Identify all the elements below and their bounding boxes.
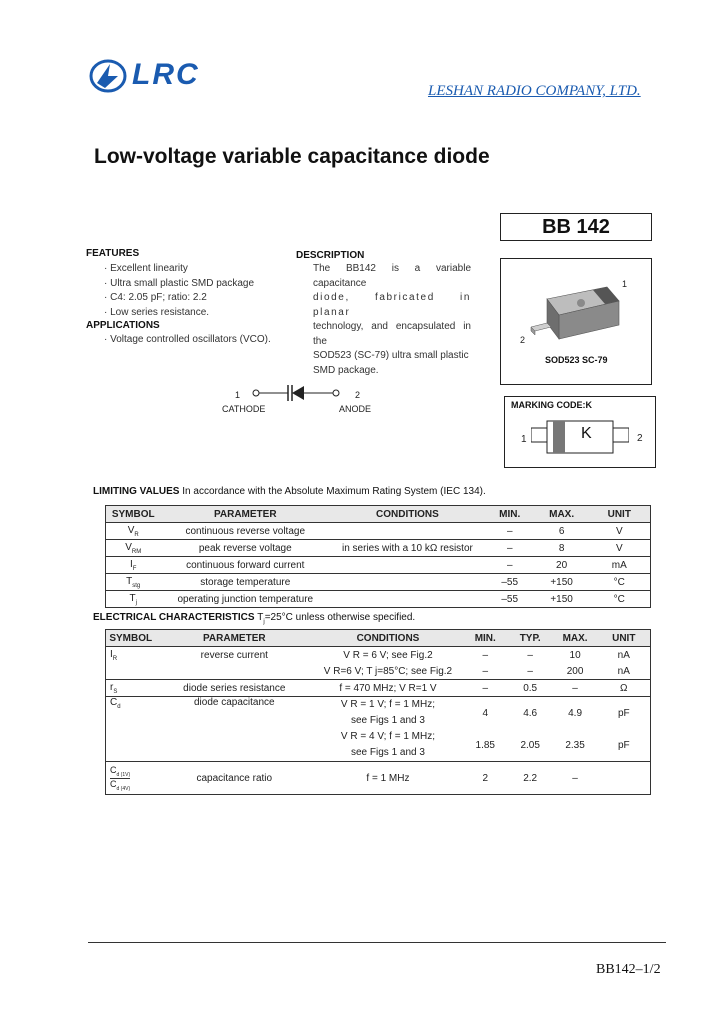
param-cell: peak reverse voltage bbox=[160, 540, 330, 557]
param-cell: diode capacitance bbox=[155, 697, 313, 730]
max-cell: 10 bbox=[553, 647, 598, 664]
param-cell: diode series resistance bbox=[155, 680, 313, 697]
unit-cell: pF bbox=[598, 697, 651, 730]
symbol-cell: $V_R$ bbox=[106, 523, 161, 540]
symbol-cell: $I_R$ bbox=[106, 647, 156, 664]
col-header: SYMBOL bbox=[106, 630, 156, 647]
table-row bbox=[106, 647, 651, 664]
typ-cell: – bbox=[527, 665, 533, 677]
param-cell: capacitance ratio bbox=[155, 762, 313, 795]
unit-cell bbox=[598, 762, 651, 795]
unit-cell: nA bbox=[598, 647, 651, 664]
limiting-values-title bbox=[93, 486, 486, 497]
max-cell: 6 bbox=[535, 523, 589, 540]
min-cell: 4 bbox=[463, 697, 508, 730]
min-cell: –55 bbox=[485, 591, 535, 608]
typ-cell: 2.05 bbox=[520, 739, 540, 751]
cond-cell bbox=[330, 523, 485, 540]
symbol-cell: $C_d$ bbox=[106, 697, 156, 730]
unit-cell: V bbox=[589, 540, 651, 557]
feature-item: · Excellent linearity bbox=[104, 263, 188, 274]
package-image-box bbox=[500, 258, 652, 385]
marking-diagram-icon bbox=[531, 419, 629, 457]
col-header: UNIT bbox=[589, 506, 651, 523]
description-text bbox=[313, 262, 471, 378]
param-cell bbox=[155, 663, 313, 680]
application-item: · Voltage controlled oscillators (VCO). bbox=[104, 334, 271, 345]
max-cell: +150 bbox=[535, 574, 589, 591]
table-row bbox=[106, 540, 651, 557]
max-cell: 20 bbox=[535, 557, 589, 574]
min-cell: 2 bbox=[463, 762, 508, 795]
marking-title: MARKING CODE:K bbox=[511, 400, 592, 410]
unit-cell: Ω bbox=[598, 680, 651, 697]
min-cell: – bbox=[482, 665, 489, 677]
limiting-subtitle: In accordance with the Absolute Maximum Rating System (IEC 134). bbox=[182, 486, 486, 497]
min-cell: – bbox=[463, 647, 508, 664]
table-header-row bbox=[106, 630, 651, 647]
description-line: SOD523 (SC-79) ultra small plastic bbox=[313, 350, 469, 361]
unit-cell: °C bbox=[589, 591, 651, 608]
col-header: MAX. bbox=[535, 506, 589, 523]
min-cell: – bbox=[485, 540, 535, 557]
table-row bbox=[106, 591, 651, 608]
table-row bbox=[106, 557, 651, 574]
col-header: PARAMETER bbox=[160, 506, 330, 523]
col-header: MIN. bbox=[485, 506, 535, 523]
symbol-cell: $T_j$ bbox=[106, 591, 161, 608]
max-cell: 200 bbox=[566, 665, 584, 677]
typ-cell: 0.5 bbox=[508, 680, 553, 697]
max-cell: 8 bbox=[535, 540, 589, 557]
limiting-values-table bbox=[105, 505, 651, 608]
unit-cell: V bbox=[589, 523, 651, 540]
min-cell: –55 bbox=[485, 574, 535, 591]
symbol-cell: $I_F$ bbox=[106, 557, 161, 574]
col-header: TYP. bbox=[508, 630, 553, 647]
symbol-cell: $V_{RM}$ bbox=[106, 540, 161, 557]
marking-pin2: 2 bbox=[637, 433, 643, 444]
diagram-pin2: 2 bbox=[355, 390, 361, 400]
cond-cell bbox=[330, 557, 485, 574]
company-name: LESHAN RADIO COMPANY, LTD. bbox=[428, 83, 641, 99]
typ-cell: 2.2 bbox=[508, 762, 553, 795]
features-list bbox=[104, 262, 254, 320]
sod523-package-icon bbox=[519, 279, 629, 349]
cond-cell bbox=[330, 574, 485, 591]
param-cell: operating junction temperature bbox=[160, 591, 330, 608]
param-cell: continuous forward current bbox=[160, 557, 330, 574]
table-row bbox=[106, 574, 651, 591]
col-header: CONDITIONS bbox=[313, 630, 463, 647]
unit-cell: pF bbox=[617, 739, 630, 751]
max-cell: +150 bbox=[535, 591, 589, 608]
table-row bbox=[106, 680, 651, 697]
param-cell: reverse current bbox=[155, 647, 313, 664]
table-header-row bbox=[106, 506, 651, 523]
limiting-title: LIMITING VALUES bbox=[93, 486, 180, 497]
electrical-characteristics-table bbox=[105, 629, 651, 795]
marking-code-box bbox=[504, 396, 656, 468]
electrical-title-line bbox=[93, 612, 415, 625]
applications-list bbox=[104, 333, 271, 348]
max-cell: – bbox=[553, 680, 598, 697]
page-title: Low-voltage variable capacitance diode bbox=[94, 145, 490, 168]
description-heading: DESCRIPTION bbox=[296, 250, 365, 261]
cond-cell: V R = 4 V; f = 1 MHz; see Figs 1 and 3 bbox=[340, 731, 436, 758]
package-label: SOD523 SC-79 bbox=[545, 355, 608, 365]
table-row bbox=[106, 523, 651, 540]
part-number: BB 142 bbox=[500, 213, 652, 241]
electrical-subtitle: $T_j=25^\circ C$ unless otherwise specified. bbox=[257, 612, 416, 625]
min-cell: – bbox=[463, 680, 508, 697]
max-cell: 2.35 bbox=[565, 739, 585, 751]
table-row bbox=[106, 729, 651, 762]
col-header: MAX. bbox=[553, 630, 598, 647]
col-header: CONDITIONS bbox=[330, 506, 485, 523]
feature-item: · Ultra small plastic SMD package bbox=[104, 277, 255, 289]
description-line: The BB142 is a variable capacitance bbox=[313, 263, 471, 289]
cond-cell: f = 1 MHz bbox=[313, 762, 463, 795]
unit-cell: nA bbox=[617, 665, 630, 677]
diagram-pin1: 1 bbox=[235, 390, 241, 400]
ratio-symbol-cell: $C_{d (1V)}$ $C_{d (4V)}$ bbox=[106, 762, 156, 795]
unit-cell: °C bbox=[589, 574, 651, 591]
description-line: SMD package. bbox=[313, 364, 379, 376]
param-cell: continuous reverse voltage bbox=[160, 523, 330, 540]
table-row bbox=[106, 663, 651, 680]
col-header: UNIT bbox=[598, 630, 651, 647]
cond-cell: f = 470 MHz; V R=1 V bbox=[313, 680, 463, 697]
max-cell: 4.9 bbox=[553, 697, 598, 730]
unit-cell: mA bbox=[589, 557, 651, 574]
feature-item: · Low series resistance. bbox=[104, 306, 210, 318]
electrical-title: ELECTRICAL CHARACTERISTICS bbox=[93, 612, 255, 623]
feature-item: · C4: 2.05 pF; ratio: 2.2 bbox=[104, 292, 207, 303]
col-header: SYMBOL bbox=[106, 506, 161, 523]
param-cell: storage temperature bbox=[160, 574, 330, 591]
max-cell: – bbox=[553, 762, 598, 795]
min-cell: – bbox=[485, 557, 535, 574]
package-pin2: 2 bbox=[520, 335, 526, 345]
footer-divider bbox=[88, 942, 666, 943]
min-cell: – bbox=[485, 523, 535, 540]
description-line: diode, fabricated in planar bbox=[313, 292, 471, 318]
cond-cell: V R = 6 V; see Fig.2 bbox=[313, 647, 463, 664]
cond-cell: V R = 1 V; f = 1 MHz; see Figs 1 and 3 bbox=[313, 697, 463, 730]
symbol-cell: $T_{stg}$ bbox=[106, 574, 161, 591]
marking-code: K bbox=[581, 425, 592, 442]
cond-cell bbox=[330, 591, 485, 608]
table-row bbox=[106, 697, 651, 730]
logo-text: LRC bbox=[132, 58, 200, 91]
symbol-cell bbox=[106, 663, 156, 680]
features-heading: FEATURES bbox=[86, 248, 140, 259]
package-pin1: 1 bbox=[622, 279, 628, 289]
typ-cell: – bbox=[508, 647, 553, 664]
col-header: MIN. bbox=[463, 630, 508, 647]
cond-cell: V R=6 V; T j=85°C; see Fig.2 bbox=[323, 665, 453, 677]
applications-heading: APPLICATIONS bbox=[86, 320, 160, 331]
symbol-cell bbox=[106, 729, 156, 762]
cathode-label: CATHODE bbox=[222, 404, 266, 414]
anode-label: ANODE bbox=[339, 404, 372, 414]
param-cell bbox=[155, 729, 313, 762]
symbol-cell: $r_S$ bbox=[106, 680, 156, 697]
col-header: PARAMETER bbox=[155, 630, 313, 647]
varicap-diode-symbol-icon bbox=[250, 383, 342, 403]
marking-pin1: 1 bbox=[521, 434, 527, 445]
description-line: technology, and encapsulated in the bbox=[313, 321, 471, 347]
cond-cell: in series with a 10 kΩ resistor bbox=[330, 540, 485, 557]
table-row bbox=[106, 762, 651, 795]
min-cell: 1.85 bbox=[475, 739, 495, 751]
page-number: BB142–1/2 bbox=[596, 962, 661, 977]
typ-cell: 4.6 bbox=[508, 697, 553, 730]
